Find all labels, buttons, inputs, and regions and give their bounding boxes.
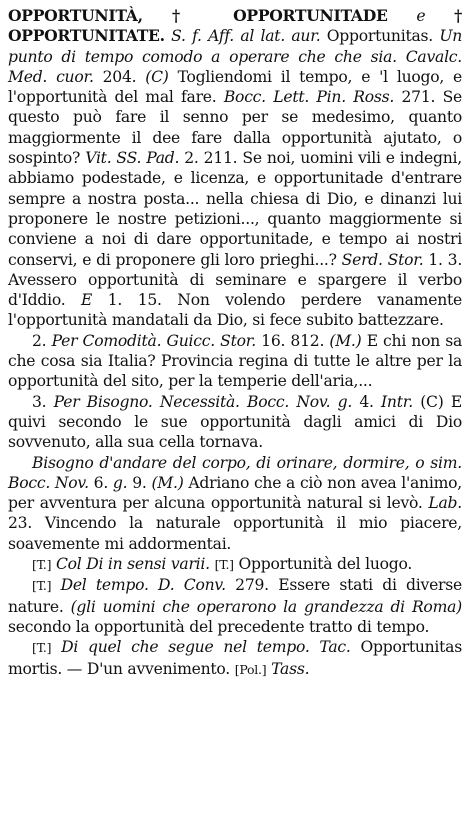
sense-definition: Bisogno d'andare del corpo, di orinare, dormire, o sim. — [32, 453, 462, 472]
entry-subsense-bisogno — [8, 453, 462, 554]
citation-text: Opportunità del luogo. — [233, 555, 413, 574]
citation-source: Guicc. Stor. — [161, 331, 256, 350]
citation-text: 204. — [93, 67, 146, 86]
citation-source: g. — [112, 473, 128, 492]
citation-source: Tass. — [266, 659, 310, 678]
editor-tag: [T.] — [32, 640, 52, 656]
citation-mark: (C) — [145, 67, 169, 86]
citation-mark: (M.) — [151, 473, 184, 492]
sense-number: 3. — [32, 392, 54, 411]
citation-source: Cavalc. Med. cuor. — [8, 47, 462, 86]
citation-text: 1. 3. Avessero opportunità di seminare e spargere il verbo d'Iddio. — [8, 250, 463, 310]
citation-source: E — [81, 291, 93, 310]
citation-source: D. Conv. — [148, 576, 226, 595]
editor-tag: [T.] — [214, 557, 234, 573]
sense-definition: Per Bisogno. Necessità. — [53, 392, 240, 411]
part-of-speech: S. f. Aff. — [164, 27, 235, 46]
citation-text: secondo la opportunità del precedente tratto di tempo. — [8, 617, 430, 636]
citation-mark: (M.) — [329, 331, 362, 350]
sense-definition: Del tempo. — [51, 576, 149, 595]
citation-source: Tac. — [309, 638, 351, 657]
citation-text: E chi non sa che cosa sia Italia? Provincia regina di tutte le altre per la opportunità del sito, per la temperie dell'aria,... — [8, 331, 463, 391]
definition-main: Un punto di tempo comodo a operare che che sia. — [8, 27, 463, 66]
citation-text: 1. 15. Non volendo perdere vanamente l'opportunità mandatali da Dio, si fece subito battezzare. — [8, 291, 462, 330]
conjunction: e — [387, 7, 455, 25]
entry-variant-headword: † OPPORTUNITATE. — [8, 6, 462, 46]
citation-text: 16. 812. — [255, 331, 330, 350]
editor-tag: [Pol.] — [234, 661, 267, 677]
entry-tommaseo-note-3 — [8, 637, 462, 680]
entry-sense-3 — [8, 392, 462, 453]
citation-source: Vit. SS. Pad. — [85, 149, 180, 168]
citation-source: Bocc. Lett. Pin. Ross. — [223, 88, 395, 107]
editor-tag: [T.] — [32, 557, 52, 573]
citation-text: Adriano che a ciò non avea l'animo, per avventura per alcuna opportunità natural si levò. — [8, 473, 462, 513]
citation-source: Bocc. Nov. — [8, 473, 89, 492]
citation-source: Lab. — [428, 494, 462, 513]
citation-text: 2. 211. Se noi, uomini vili e indegni, abbiamo podestade, e licenza, e opportunitade d'entrare sempre a nostra posta... nella chiesa di Dio, e dinanzi lui proponere le nostre petizioni..., quanto maggiormente si conviene a noi di dare opportunitade, e tempo ai nostri conservi, e di proponere gli loro prieghi...? — [8, 149, 462, 269]
citation-text: 271. Se questo può fare il senno per se medesimo, quanto maggiormente il dee fare dalla opportunità ajutato, o sospinto? — [8, 88, 462, 168]
entry-sense-2 — [8, 331, 462, 392]
latin-form: Opportunitas. — [326, 27, 440, 46]
citation-text: Togliendomi il tempo, e 'l luogo, e l'opportunità del mal fare. — [8, 67, 462, 107]
sense-definition: Per Comodità. — [51, 331, 162, 350]
citation-source: Intr. — [381, 392, 413, 411]
entry-headword: OPPORTUNITÀ, † OPPORTUNITADE — [8, 6, 388, 25]
citation-text: 9. — [127, 473, 152, 492]
citation-text: 23. Vincendo la naturale opportunità il mio piacere, soavemente mi addormentai. — [8, 514, 462, 553]
citation-text: 6. — [88, 473, 113, 492]
entry-paragraph-main — [8, 6, 462, 331]
citation-text: 279. Essere stati di diverse nature. — [8, 576, 462, 616]
editor-tag: [T.] — [32, 578, 52, 594]
citation-source: Serd. Stor. — [341, 250, 424, 269]
citation-text: 4. — [352, 392, 382, 411]
citation-gloss: (gli uomini che operarono la grandezza di Roma) — [70, 597, 462, 616]
citation-source: Bocc. Nov. g. — [239, 392, 353, 411]
citation-text: (C) E quivi secondo le sue opportunità dagli amici di Dio sovvenuto, alla sua cella tornava. — [8, 392, 462, 452]
entry-tommaseo-note-2 — [8, 575, 462, 637]
citation-text: Opportunitas mortis. — D'un avvenimento. — [8, 638, 462, 678]
sense-number: 2. — [32, 331, 52, 350]
etymology-note: al lat. aur. — [234, 27, 327, 46]
entry-tommaseo-note-1 — [8, 554, 462, 575]
sense-definition: Di quel che segue nel tempo. — [51, 638, 310, 657]
sense-definition: Col Di in sensi varii. — [51, 555, 210, 574]
